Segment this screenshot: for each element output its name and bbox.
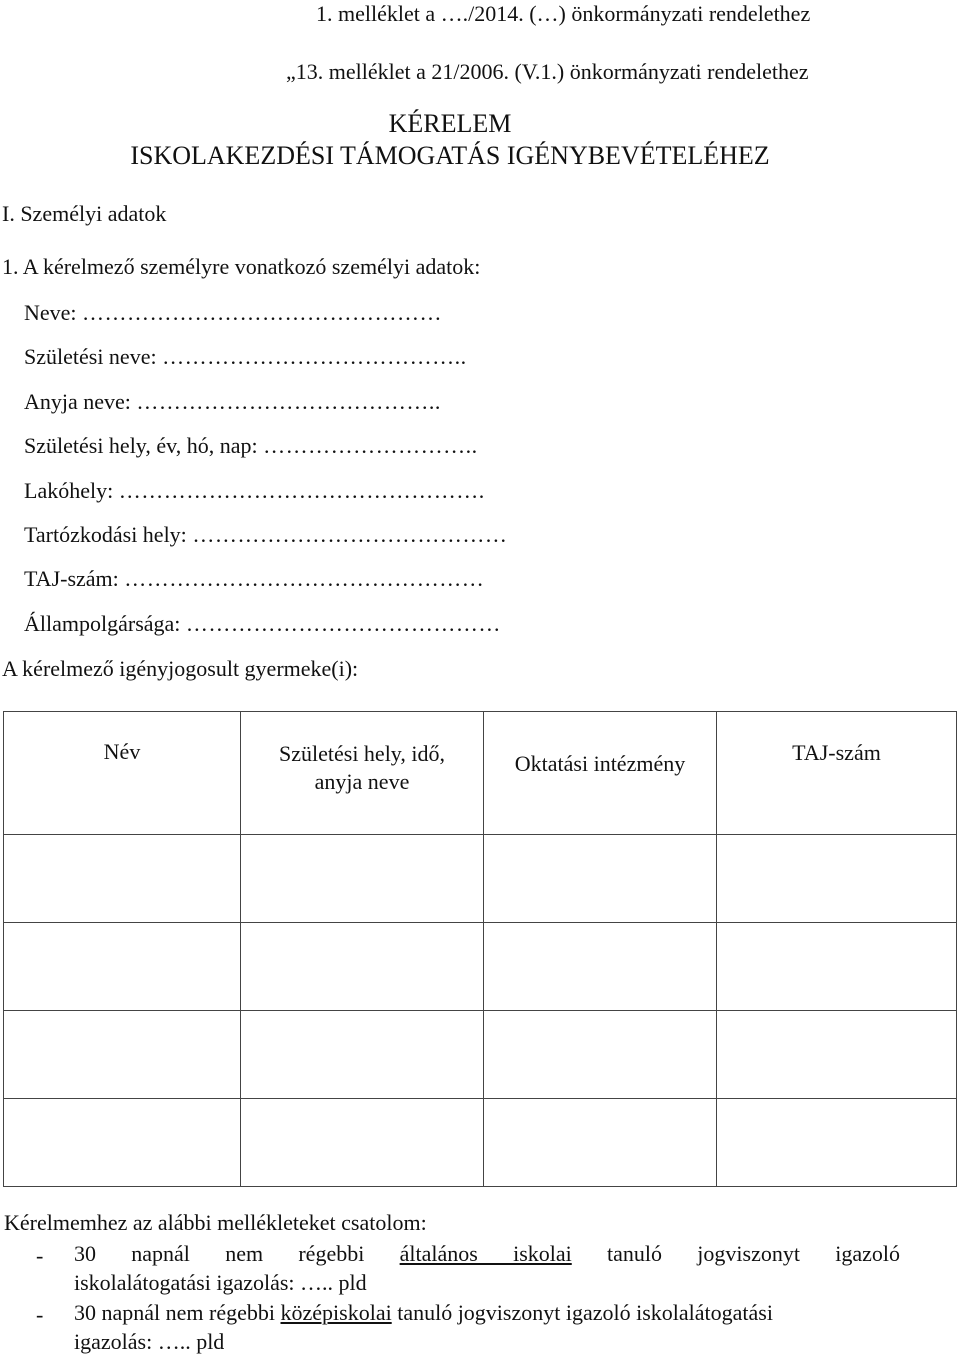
annex-reference-2: „13. melléklet a 21/2006. (V.1.) önkormányzati rendelethez — [286, 59, 809, 84]
underlined-term: általános iskolai — [399, 1241, 572, 1266]
field-label: Neve: — [24, 300, 77, 325]
field-label: Születési neve: — [24, 344, 157, 369]
field-name[interactable] — [24, 302, 442, 324]
table-cell[interactable] — [241, 1099, 484, 1187]
column-header-birth: Születési hely, idő, anyja neve — [241, 712, 484, 835]
table-cell[interactable] — [484, 923, 717, 1011]
column-header-school: Oktatási intézmény — [484, 712, 717, 835]
table-row — [4, 835, 957, 923]
field-taj[interactable] — [24, 568, 484, 590]
field-residence[interactable] — [24, 480, 485, 502]
annex-reference-1: 1. melléklet a …./2014. (…) önkormányzati rendelethez — [316, 1, 811, 26]
children-label: A kérelmező igényjogosult gyermeke(i): — [2, 656, 359, 681]
field-fill-line[interactable]: …………………………………………. — [118, 478, 485, 503]
table-cell[interactable] — [717, 923, 957, 1011]
attachments-label: Kérelmemhez az alábbi mellékleteket csatolom: — [4, 1210, 427, 1235]
section-subheading: 1. A kérelmező személyre vonatkozó személyi adatok: — [2, 254, 481, 279]
field-fill-line[interactable]: ………………………………….. — [136, 389, 441, 414]
field-citizenship[interactable] — [24, 613, 501, 635]
table-row — [4, 1099, 957, 1187]
table-row — [4, 1011, 957, 1099]
table-cell[interactable] — [241, 1011, 484, 1099]
document-title: KÉRELEM — [388, 109, 512, 138]
table-cell[interactable] — [484, 835, 717, 923]
field-fill-line[interactable]: ………………………………………… — [124, 566, 485, 591]
field-mother-name[interactable] — [24, 391, 441, 413]
table-cell[interactable] — [4, 835, 241, 923]
field-fill-line[interactable]: ………………………………….. — [162, 344, 467, 369]
table-cell[interactable] — [717, 1011, 957, 1099]
table-cell[interactable] — [484, 1011, 717, 1099]
list-dash: - — [36, 1302, 44, 1327]
field-fill-line[interactable]: …………………………………… — [192, 522, 508, 547]
field-label: Lakóhely: — [24, 478, 114, 503]
children-table — [3, 711, 957, 1187]
table-cell[interactable] — [4, 1099, 241, 1187]
column-header-name: Név — [4, 712, 241, 835]
field-fill-line[interactable]: ……………………….. — [263, 433, 478, 458]
list-dash: - — [36, 1243, 44, 1268]
table-cell[interactable] — [717, 1099, 957, 1187]
field-fill-line[interactable]: ………………………………………… — [82, 300, 443, 325]
attachment-line-2: iskolalátogatási igazolás: ….. pld — [74, 1270, 367, 1295]
table-cell[interactable] — [241, 923, 484, 1011]
table-cell[interactable] — [484, 1099, 717, 1187]
table-cell[interactable] — [4, 923, 241, 1011]
field-birth-name[interactable] — [24, 346, 467, 368]
field-label: Anyja neve: — [24, 389, 131, 414]
attachment-line-1: 30 napnál nem régebbi általános iskolai tanuló jogviszonyt igazoló — [74, 1241, 900, 1266]
field-label: Születési hely, év, hó, nap: — [24, 433, 258, 458]
attachment-text — [74, 1243, 900, 1294]
field-label: Tartózkodási hely: — [24, 522, 187, 547]
table-cell[interactable] — [4, 1011, 241, 1099]
table-header-row — [4, 712, 957, 835]
underlined-term: középiskolai — [280, 1300, 392, 1325]
table-cell[interactable] — [241, 835, 484, 923]
attachment-text — [74, 1302, 900, 1353]
field-stay-place[interactable] — [24, 524, 507, 546]
column-header-taj: TAJ-szám — [717, 712, 957, 835]
attachment-line-1: 30 napnál nem régebbi középiskolai tanuló jogviszonyt igazoló iskolalátogatási — [74, 1300, 773, 1325]
field-label: Állampolgársága: — [24, 611, 181, 636]
table-cell[interactable] — [717, 835, 957, 923]
section-heading: I. Személyi adatok — [2, 201, 167, 226]
table-row — [4, 923, 957, 1011]
field-label: TAJ-szám: — [24, 566, 119, 591]
attachment-line-2: igazolás: ….. pld — [74, 1329, 225, 1354]
document-subtitle: ISKOLAKEZDÉSI TÁMOGATÁS IGÉNYBEVÉTELÉHEZ — [130, 141, 770, 170]
field-birth-place-date[interactable] — [24, 435, 478, 457]
field-fill-line[interactable]: …………………………………… — [185, 611, 501, 636]
